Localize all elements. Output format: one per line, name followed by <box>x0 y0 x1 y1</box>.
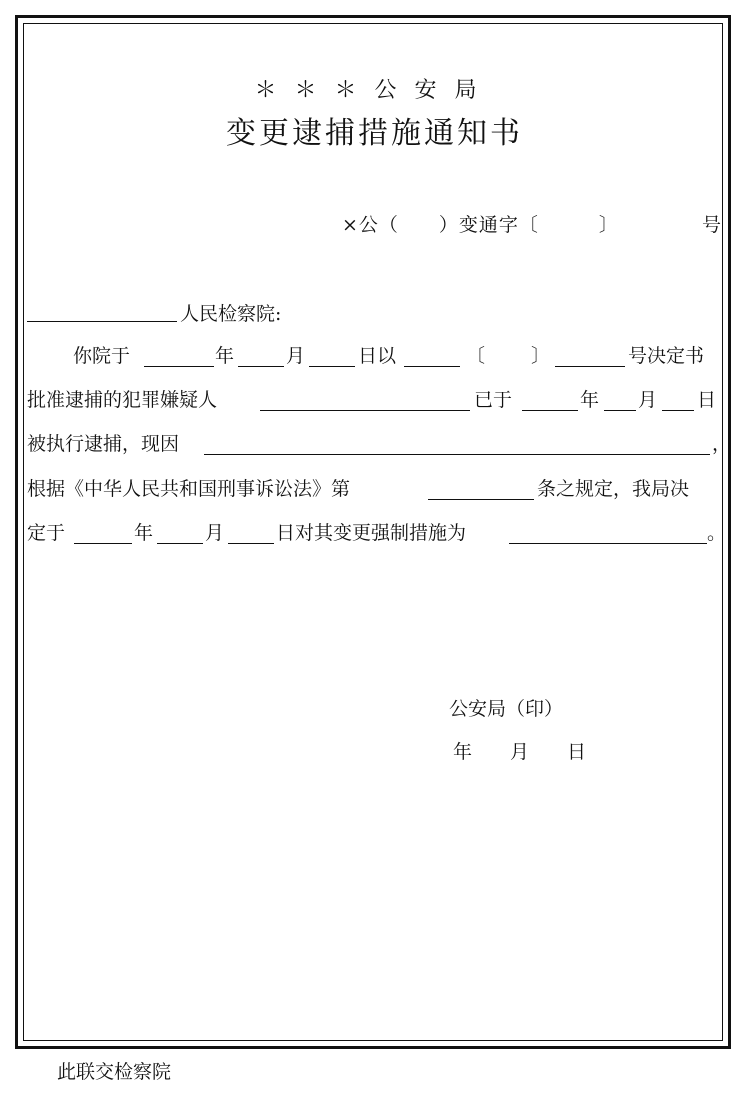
line5-year-label: 年 <box>134 522 154 544</box>
line2-already: 已于 <box>474 389 513 411</box>
line1-day-label: 日以 <box>358 345 397 367</box>
line1-bracket-close: 〕 <box>531 345 551 367</box>
line1-day-blank[interactable] <box>309 366 355 367</box>
line1-year-label: 年 <box>215 345 235 367</box>
line1-prefix: 你院于 <box>73 345 131 367</box>
line2-day-blank[interactable] <box>662 410 694 411</box>
line5-period: 。 <box>707 522 727 544</box>
line5-suffix: 日对其变更强制措施为 <box>276 522 467 544</box>
line5-month-blank[interactable] <box>157 543 203 544</box>
reason-blank[interactable] <box>204 454 710 455</box>
document-title: 变更逮捕措施通知书 <box>226 116 523 151</box>
line5-year-blank[interactable] <box>74 543 132 544</box>
line5-prefix: 定于 <box>27 522 66 544</box>
line5-day-blank[interactable] <box>228 543 274 544</box>
line2-month-blank[interactable] <box>604 410 636 411</box>
line1-bracket-open: 〔 <box>466 345 486 367</box>
signature-date: 年 月 日 <box>453 741 587 763</box>
addressee-blank[interactable] <box>27 321 177 322</box>
document-number: ×公（ ）变通字〔 〕 <box>342 214 619 236</box>
line4-prefix: 根据《中华人民共和国刑事诉讼法》第 <box>27 478 351 500</box>
line2-year-label: 年 <box>580 389 600 411</box>
line2-month-label: 月 <box>638 389 658 411</box>
issuing-office: ＊＊＊公安局 <box>254 78 495 103</box>
line1-year-blank[interactable] <box>144 366 214 367</box>
line4-suffix: 条之规定，我局决 <box>537 478 690 500</box>
line1-suffix: 号决定书 <box>628 345 705 367</box>
article-number-blank[interactable] <box>428 499 534 500</box>
line1-decision-number-blank[interactable] <box>555 366 625 367</box>
line1-month-blank[interactable] <box>238 366 284 367</box>
copy-destination-note: 此联交检察院 <box>57 1061 172 1083</box>
line3-comma: ， <box>712 433 732 455</box>
suspect-name-blank[interactable] <box>260 410 470 411</box>
line2-year-blank[interactable] <box>522 410 578 411</box>
signature-office-seal: 公安局（印） <box>449 698 564 720</box>
document-number-suffix: 号 <box>702 214 722 236</box>
line1-decision-prefix-blank[interactable] <box>404 366 460 367</box>
line2-day-label: 日 <box>697 389 717 411</box>
line2-prefix: 批准逮捕的犯罪嫌疑人 <box>27 389 218 411</box>
new-measure-blank[interactable] <box>509 543 707 544</box>
line1-month-label: 月 <box>286 345 306 367</box>
line5-month-label: 月 <box>205 522 225 544</box>
line3-prefix: 被执行逮捕，现因 <box>27 433 180 455</box>
addressee-label: 人民检察院: <box>180 303 282 325</box>
